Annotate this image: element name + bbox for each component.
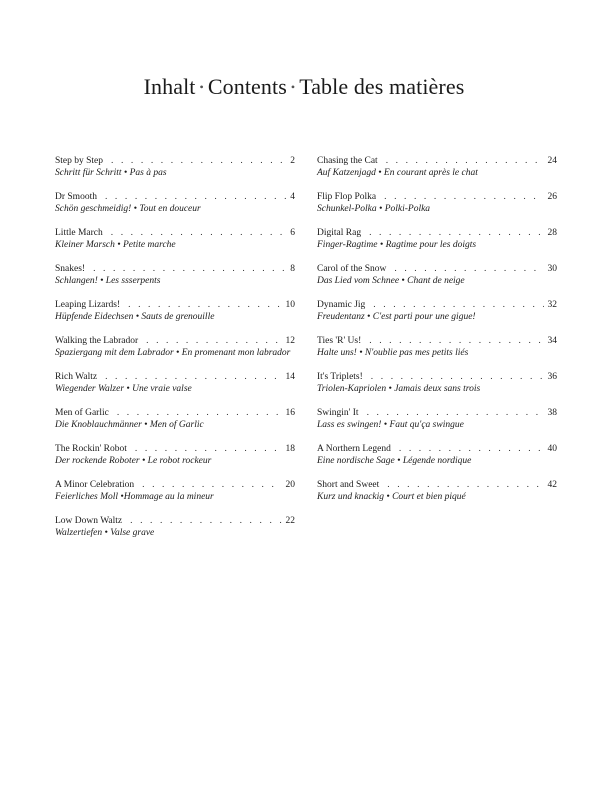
page-title xyxy=(0,74,608,100)
page-number: 40 xyxy=(547,444,557,454)
toc-entry[interactable] xyxy=(55,515,295,539)
dot-leader xyxy=(369,335,543,347)
entry-title: Chasing the Cat xyxy=(317,156,378,166)
entry-title: Flip Flop Polka xyxy=(317,192,377,202)
entry-subtitle: Schlangen! • Les ssserpents xyxy=(55,276,161,286)
dot-leader xyxy=(105,191,286,203)
entry-subtitle: Der rockende Roboter • Le robot rockeur xyxy=(55,456,212,466)
entry-subtitle: Auf Katzenjagd • En courant après le chat xyxy=(317,168,478,178)
entry-subtitle: Freudentanz • C'est parti pour une gigue! xyxy=(317,312,476,322)
toc-entry[interactable] xyxy=(55,191,295,215)
toc-entry[interactable] xyxy=(317,335,557,359)
toc-entry[interactable] xyxy=(317,407,557,431)
entry-subtitle: Kurz und knackig • Court et bien piqué xyxy=(317,492,466,502)
entry-subtitle: Halte uns! • N'oublie pas mes petits liés xyxy=(317,348,469,358)
entry-subtitle: Eine nordische Sage • Légende nordique xyxy=(317,456,472,466)
entry-subtitle: Walzertiefen • Valse grave xyxy=(55,528,155,538)
toc-entry[interactable] xyxy=(317,299,557,323)
dot-leader xyxy=(93,263,286,275)
dot-leader xyxy=(369,227,543,239)
page-number: 42 xyxy=(547,480,557,490)
toc-entry[interactable] xyxy=(55,443,295,467)
entry-subtitle: Spaziergang mit dem Labrador • En promenant mon labrador xyxy=(55,348,291,358)
entry-subtitle: Kleiner Marsch • Petite marche xyxy=(55,240,176,250)
entry-title: Dynamic Jig xyxy=(317,300,366,310)
page-number: 38 xyxy=(547,408,557,418)
entry-subtitle: Das Lied vom Schnee • Chant de neige xyxy=(317,276,465,286)
dot-leader xyxy=(384,191,543,203)
toc-entry[interactable] xyxy=(317,443,557,467)
toc-right-column xyxy=(317,155,557,515)
entry-title: Dr Smooth xyxy=(55,192,97,202)
dot-leader xyxy=(142,479,281,491)
page-number: 34 xyxy=(547,336,557,346)
entry-title: Swingin' It xyxy=(317,408,359,418)
entry-subtitle: Schön geschmeidig! • Tout en douceur xyxy=(55,204,201,214)
toc-entry[interactable] xyxy=(55,299,295,323)
entry-title: The Rockin' Robot xyxy=(55,444,127,454)
title-french: Table des matières xyxy=(299,74,465,99)
page-number: 8 xyxy=(290,264,295,274)
page-number: 30 xyxy=(547,264,557,274)
entry-subtitle: Die Knoblauchmänner • Men of Garlic xyxy=(55,420,204,430)
title-separator: • xyxy=(290,80,296,94)
entry-title: A Minor Celebration xyxy=(55,480,135,490)
toc-entry[interactable] xyxy=(55,335,295,359)
entry-subtitle: Schritt für Schritt • Pas à pas xyxy=(55,168,167,178)
page-number: 24 xyxy=(547,156,557,166)
entry-title: A Northern Legend xyxy=(317,444,391,454)
entry-subtitle: Wiegender Walzer • Une vraie valse xyxy=(55,384,192,394)
entry-title: Snakes! xyxy=(55,264,86,274)
dot-leader xyxy=(105,371,281,383)
entry-title: Carol of the Snow xyxy=(317,264,387,274)
page-number: 16 xyxy=(285,408,295,418)
page-number: 36 xyxy=(547,372,557,382)
entry-subtitle: Lass es swingen! • Faut qu'ça swingue xyxy=(317,420,464,430)
entry-title: Ties 'R' Us! xyxy=(317,336,362,346)
dot-leader xyxy=(373,299,543,311)
dot-leader xyxy=(399,443,544,455)
toc-entry[interactable] xyxy=(317,155,557,179)
entry-subtitle: Schunkel-Polka • Polki-Polka xyxy=(317,204,431,214)
page-number: 14 xyxy=(285,372,295,382)
entry-title: Short and Sweet xyxy=(317,480,380,490)
entry-title: Step by Step xyxy=(55,156,104,166)
toc-entry[interactable] xyxy=(317,263,557,287)
toc-left-column xyxy=(55,155,295,551)
entry-subtitle: Triolen-Kapriolen • Jamais deux sans trois xyxy=(317,384,481,394)
page-number: 4 xyxy=(290,192,295,202)
entry-title: Men of Garlic xyxy=(55,408,109,418)
toc-entry[interactable] xyxy=(317,479,557,503)
toc-entry[interactable] xyxy=(317,227,557,251)
entry-subtitle: Feierliches Moll •Hommage au la mineur xyxy=(55,492,214,502)
toc-entry[interactable] xyxy=(55,227,295,251)
page-number: 28 xyxy=(547,228,557,238)
toc-entry[interactable] xyxy=(55,479,295,503)
page-number: 10 xyxy=(285,300,295,310)
toc-entry[interactable] xyxy=(317,191,557,215)
dot-leader xyxy=(111,227,287,239)
entry-subtitle: Finger-Ragtime • Ragtime pour les doigts xyxy=(317,240,477,250)
entry-title: Rich Waltz xyxy=(55,372,98,382)
title-german: Inhalt xyxy=(143,74,196,99)
dot-leader xyxy=(387,479,543,491)
dot-leader xyxy=(117,407,282,419)
dot-leader xyxy=(146,335,281,347)
dot-leader xyxy=(130,515,281,527)
entry-title: Low Down Waltz xyxy=(55,516,123,526)
dot-leader xyxy=(386,155,544,167)
entry-title: Little March xyxy=(55,228,103,238)
page-number: 22 xyxy=(285,516,295,526)
dot-leader xyxy=(371,371,544,383)
entry-title: Digital Rag xyxy=(317,228,362,238)
dot-leader xyxy=(135,443,282,455)
dot-leader xyxy=(367,407,544,419)
page-number: 32 xyxy=(547,300,557,310)
entry-title: Leaping Lizards! xyxy=(55,300,121,310)
page-number: 18 xyxy=(285,444,295,454)
entry-subtitle: Hüpfende Eidechsen • Sauts de grenouille xyxy=(55,312,215,322)
toc-entry[interactable] xyxy=(55,155,295,179)
title-separator: • xyxy=(199,80,204,94)
toc-entry[interactable] xyxy=(55,371,295,395)
toc-entry[interactable] xyxy=(55,263,295,287)
toc-entry[interactable] xyxy=(55,407,295,431)
entry-title: Walking the Labrador xyxy=(55,336,139,346)
entry-title: It's Triplets! xyxy=(317,372,363,382)
title-english: Contents xyxy=(207,74,287,99)
page-number: 6 xyxy=(290,228,295,238)
dot-leader xyxy=(111,155,286,167)
dot-leader xyxy=(394,263,543,275)
toc-entry[interactable] xyxy=(317,371,557,395)
page-number: 12 xyxy=(285,336,295,346)
page-number: 26 xyxy=(547,192,557,202)
dot-leader xyxy=(128,299,281,311)
page-number: 2 xyxy=(290,156,295,166)
page-number: 20 xyxy=(285,480,295,490)
